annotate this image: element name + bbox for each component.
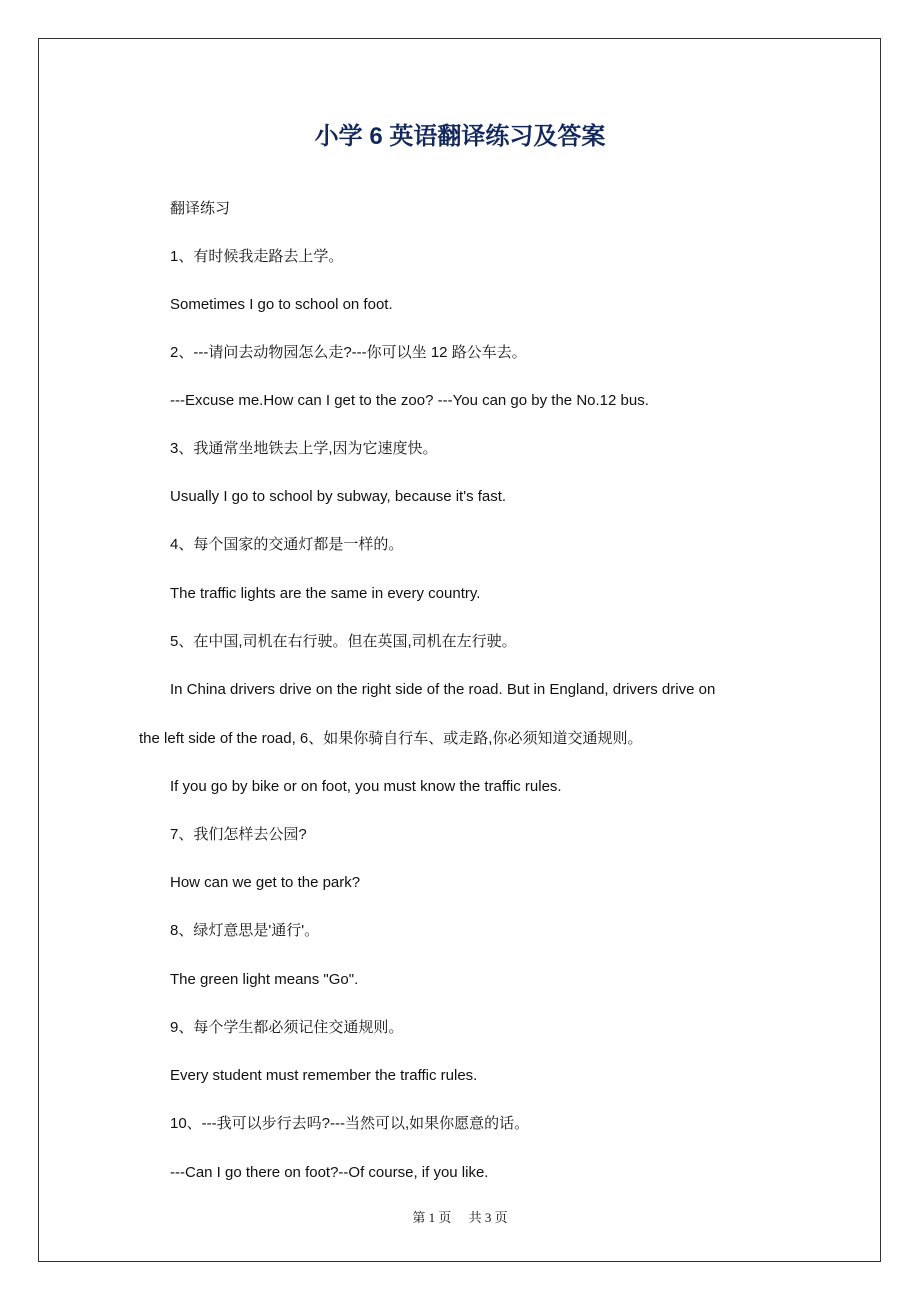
question-text: 2、---请问去动物园怎么走?---你可以坐 12 路公车去。 xyxy=(170,344,527,361)
answer-text: If you go by bike or on foot, you must know the traffic rules. xyxy=(170,778,562,795)
question-text: 1、有时候我走路去上学。 xyxy=(170,248,344,265)
question-text: 5、在中国,司机在右行驶。但在英国,司机在左行驶。 xyxy=(170,633,517,650)
page-number: 第 1 页 xyxy=(412,1210,452,1225)
answer-text: In China drivers drive on the right side of the road. But in England, drivers drive on xyxy=(170,681,716,698)
page-footer xyxy=(0,1207,920,1226)
question-text: 3、我通常坐地铁去上学,因为它速度快。 xyxy=(170,440,438,457)
answer-text: Sometimes I go to school on foot. xyxy=(170,296,393,313)
question-text: 8、绿灯意思是'通行'。 xyxy=(170,922,320,939)
question-text: 10、---我可以步行去吗?---当然可以,如果你愿意的话。 xyxy=(170,1115,530,1132)
answer-text: the left side of the road, 6、如果你骑自行车、或走路,你必须知道交通规则。 xyxy=(139,730,643,747)
answer-text: How can we get to the park? xyxy=(170,874,361,891)
question-text: 7、我们怎样去公园? xyxy=(170,826,307,843)
question-text: 4、每个国家的交通灯都是一样的。 xyxy=(170,536,404,553)
section-heading: 翻译练习 xyxy=(170,200,231,217)
answer-text: The green light means "Go". xyxy=(170,971,359,988)
answer-text: ---Can I go there on foot?--Of course, if you like. xyxy=(170,1164,489,1181)
answer-text: Usually I go to school by subway, because it's fast. xyxy=(170,488,507,505)
answer-text: ---Excuse me.How can I get to the zoo? ---You can go by the No.12 bus. xyxy=(170,392,649,409)
question-text: 9、每个学生都必须记住交通规则。 xyxy=(170,1019,404,1036)
document-title: 小学 6 英语翻译练习及答案 xyxy=(314,123,606,150)
page-total: 共 3 页 xyxy=(468,1210,508,1225)
answer-text: The traffic lights are the same in every country. xyxy=(170,585,481,602)
answer-text: Every student must remember the traffic rules. xyxy=(170,1067,478,1084)
